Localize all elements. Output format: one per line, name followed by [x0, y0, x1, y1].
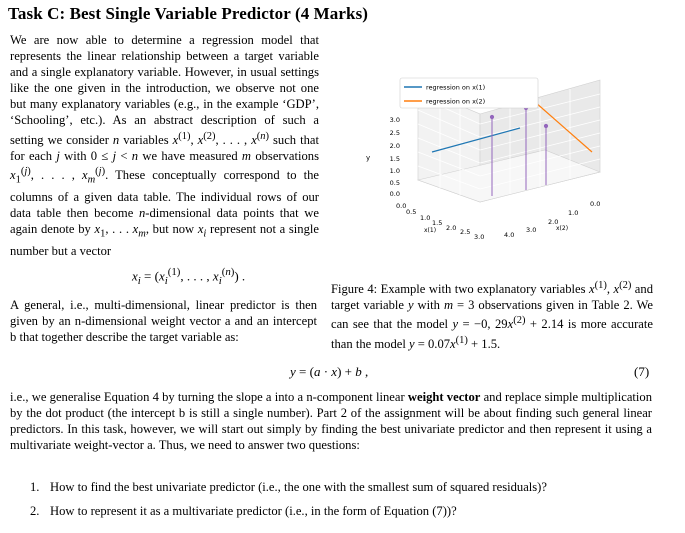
tick-label: 1.5	[432, 219, 443, 227]
legend-label-x1: regression on x(1)	[426, 83, 486, 92]
tick-label: 1.0	[389, 167, 400, 175]
tick-label: 2.0	[446, 224, 457, 232]
weight-vector-term: weight vector	[407, 390, 481, 404]
main-paragraph-start: i.e., we generalise Equation 4 by turning the slope a into a n-component linear	[10, 390, 408, 404]
x2-axis-label: x(2)	[556, 225, 569, 232]
equation-xi: $x_i = (x_i^{(1)}$, . . . , $x_i^{(n)}$) .	[132, 266, 246, 287]
tick-label: 2.5	[460, 228, 471, 236]
question-text: How to represent it as a multivariate predictor (i.e., in the form of Equation (7))?	[50, 504, 457, 518]
tick-label: 2.0	[389, 142, 400, 150]
figure-caption: Figure 4: Example with two explanatory variables $x^{(1)}$, $x^{(2)}$ and target variable y with m = 3 observations given in Table 2. We can see that the model y = −0, $29x^{(2)} + 2.14$ is more accurate than the model $y = 0.07x^{(1)} + 1.5$.	[331, 280, 654, 351]
tick-label: 1.0	[568, 209, 579, 217]
main-paragraph	[10, 389, 652, 453]
tick-label: 0.0	[590, 200, 601, 208]
main-paragraph-end: and replace simple multiplication by the dot product (the intercept b is still a single number). Part 2 of the assignment will be about finding such general linear predictors. In this task, however, we will start out simply by finding the best univariate predictor and then represent it using a multivariate weight-vector a. Thus, we need to answer two questions:	[10, 390, 652, 453]
intro-paragraph: We are now able to determine a regression model that represents the linear relationship between a target variable and a single explanatory variable. However, in usual settings like the one given in the introduction, we observe not one but many explanatory variables (e.g., in the example ‘GDP’, ‘Schooling’, etc.). As an abstract description of such a setting we consider n variables $x^{(1)}$, $x^{(2)}$, . . . , $x^{(n)}$ such that for each j with 0 ≤ j < n we have measured m observations $x_1^{(j)}$, . . . , $x_m^{(j)}$. These conceptually correspond to the columns of a given data table. The individual rows of our data table then become n-dimensional data points that we again denote by $x_1$, . . . $x_m$, but now $x_i$ represent not a single number but a vector	[10, 33, 319, 258]
question-text: How to find the best univariate predictor (i.e., the one with the smallest sum of squared residuals)?	[50, 480, 547, 494]
tick-label: 3.0	[526, 226, 537, 234]
tick-label: 2.5	[389, 129, 400, 137]
tick-label: 0.5	[406, 208, 417, 216]
tick-label: 4.0	[504, 231, 515, 239]
legend-label-x2: regression on x(2)	[426, 97, 486, 106]
general-paragraph: A general, i.e., multi-dimensional, linear predictor is then given by an n-dimensional weight vector a and an intercept b that together describe the target variable as:	[10, 298, 317, 345]
tick-label: 1.5	[389, 155, 400, 163]
figure-3d-plot	[360, 72, 650, 272]
tick-label: 1.0	[420, 214, 431, 222]
equation-7: y = (a · x) + b ,	[290, 364, 369, 379]
legend	[400, 78, 538, 108]
x1-axis-label: x(1)	[424, 227, 437, 234]
tick-label: 3.0	[389, 116, 400, 124]
y-tick-labels	[390, 116, 400, 198]
tick-label: 0.5	[389, 179, 400, 187]
y-axis-label: y	[366, 154, 371, 162]
tick-label: 3.0	[474, 233, 485, 241]
plot-svg	[360, 72, 650, 272]
question-number: 1.	[30, 480, 40, 494]
question-list	[30, 480, 660, 528]
question-number: 2.	[30, 504, 40, 518]
data-point	[544, 124, 547, 127]
x1-tick-labels	[396, 202, 514, 241]
tick-label: 0.0	[389, 190, 400, 198]
equation-7-number: (7)	[634, 364, 650, 379]
tick-label: 2.0	[548, 218, 559, 226]
section-title: Task C: Best Single Variable Predictor (4 Marks)	[8, 4, 369, 23]
data-point	[490, 115, 493, 118]
tick-label: 0.0	[396, 202, 407, 210]
list-item	[30, 504, 660, 528]
list-item	[30, 480, 660, 504]
